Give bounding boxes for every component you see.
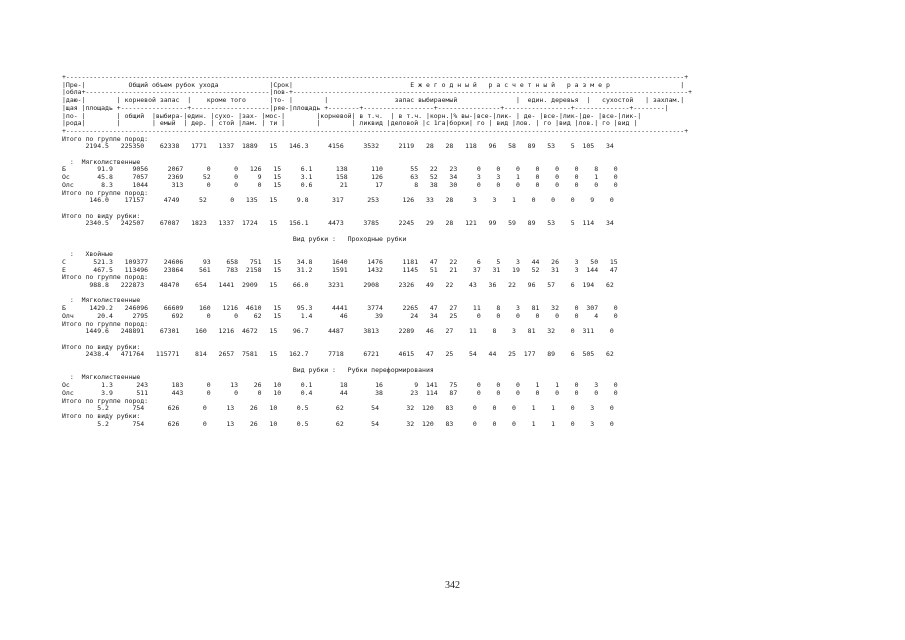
table-line: Олс 8.3 1044 313 0 0 0 15 0.6 21 17 8 38 30 0 0 0 0 0 0 0 0 — [62, 180, 618, 189]
header-line: |обла+-----------------------------------------------|пов-+-----------------------------------------------------------------------------------------------------+ — [62, 88, 693, 97]
header-line: |даю-| | корневой запас | кроме того |то- | | запас выбираемый | един. деревья | сухостой | захлам.| — [62, 96, 685, 105]
table-line: Итого по группе пород: — [62, 396, 149, 405]
forestry-table-printout — [62, 74, 692, 428]
table-line: Е 467.5 113496 23864 561 783 2158 15 31.2 1591 1432 1145 51 21 37 31 19 52 31 3 144 47 — [62, 265, 618, 274]
table-line: : Мягколиственные — [62, 296, 141, 305]
table-line: Итого по виду рубки: — [62, 211, 141, 220]
table-line: 5.2 754 626 0 13 26 10 0.5 62 54 32 120 83 0 0 0 1 1 0 3 0 — [62, 404, 614, 413]
table-line: Ос 45.8 7057 2369 52 0 9 15 3.1 158 126 63 52 34 3 3 1 0 0 0 1 0 — [62, 173, 618, 182]
header-line: +--------------------------------------------------------------------------------------------------------------------------------------------------------------+ — [62, 73, 689, 81]
table-line: 5.2 754 626 0 13 26 10 0.5 62 54 32 120 83 0 0 0 1 1 0 3 0 — [62, 419, 614, 428]
table-line: С 521.3 109377 24606 93 658 751 15 34.8 1640 1476 1181 47 22 6 5 3 44 26 3 50 15 — [62, 257, 618, 266]
table-body — [62, 136, 692, 429]
table-line: Итого по группе пород: — [62, 134, 149, 143]
table-line: Б 91.9 9056 2067 0 0 126 15 6.1 138 110 55 22 23 0 0 0 0 0 0 8 0 — [62, 165, 618, 174]
table-line: : Мягколиственные — [62, 157, 141, 166]
table-line: Итого по группе пород: — [62, 273, 149, 282]
table-header — [62, 74, 692, 136]
table-line: Б 1429.2 246096 66609 160 1216 4610 15 95.3 4441 3774 2265 47 27 11 8 3 81 32 0 307 0 — [62, 304, 618, 313]
table-line: : Мягколиственные — [62, 373, 141, 382]
table-line: Олч 20.4 2795 692 0 0 62 15 1.4 46 39 24 34 25 0 0 0 0 0 0 4 0 — [62, 311, 618, 320]
table-line: Ос 1.3 243 183 0 13 26 10 0.1 18 16 9 141 75 0 0 0 1 1 0 3 0 — [62, 381, 618, 390]
table-line: Итого по виду рубки: — [62, 342, 141, 351]
table-line: : Хвойные — [62, 250, 113, 259]
header-line: |Пре-| Общий объем рубок ухода |Срок| Е ж е г о д н ы й р а с ч е т н ы й р а з м е р | — [62, 80, 685, 89]
table-line: Итого по группе пород: — [62, 188, 149, 197]
table-line: Олс 3.9 511 443 0 0 0 10 0.4 44 38 23 114 87 0 0 0 0 0 0 0 0 — [62, 388, 618, 397]
page-number: 342 — [445, 580, 460, 591]
table-line: Вид рубки : Проходные рубки — [62, 234, 407, 243]
table-line: 2340.5 242507 67087 1823 1337 1724 15 156.1 4473 3785 2245 29 28 121 99 59 89 53 5 114 34 — [62, 219, 614, 228]
header-line: +--------------------------------------------------------------------------------------------------------------------------------------------------------------+ — [62, 126, 689, 135]
table-line: 2438.4 471764 115771 814 2657 7581 15 162.7 7718 6721 4615 47 25 54 44 25 177 89 6 505 62 — [62, 350, 614, 359]
table-line: Вид рубки : Рубки переформирования — [62, 365, 434, 374]
table-line: Итого по группе пород: — [62, 319, 149, 328]
table-line: 1449.6 248891 67301 160 1216 4672 15 96.7 4487 3813 2289 46 27 11 8 3 81 32 0 311 0 — [62, 327, 614, 336]
table-line: 146.0 17157 4749 52 0 135 15 9.8 317 253 126 33 28 3 3 1 0 0 0 9 0 — [62, 196, 614, 205]
table-line: 988.8 222873 48470 654 1441 2909 15 66.0 3231 2908 2326 49 22 43 36 22 96 57 6 194 62 — [62, 280, 614, 289]
table-line: Итого по виду рубки: — [62, 411, 141, 420]
header-line: |по- | | общий |выбира-|един. |сухо- |зах- |мос-| |корневой| в т.ч. | в т.ч. |корн.|% вы-|всe-|лик- | де- |всe-|лик-|де- |всe-|лик-| — [62, 111, 642, 120]
table-line: 2194.5 225350 62338 1771 1337 1889 15 146.3 4156 3532 2119 28 28 118 96 58 89 53 5 105 34 — [62, 142, 614, 151]
header-line: |щая |площадь +-----------------+--------------------|ряе-|площадь +--------+------------------+----------------+-----------------+--------------+--------| — [62, 103, 669, 112]
header-line: |рода| | | емый | дер. | стой |лам. | ти | | | ликвид |деловой |с 1га|борки| го | вид |лов. | го |вид |лов.| го |вид | — [62, 119, 638, 128]
